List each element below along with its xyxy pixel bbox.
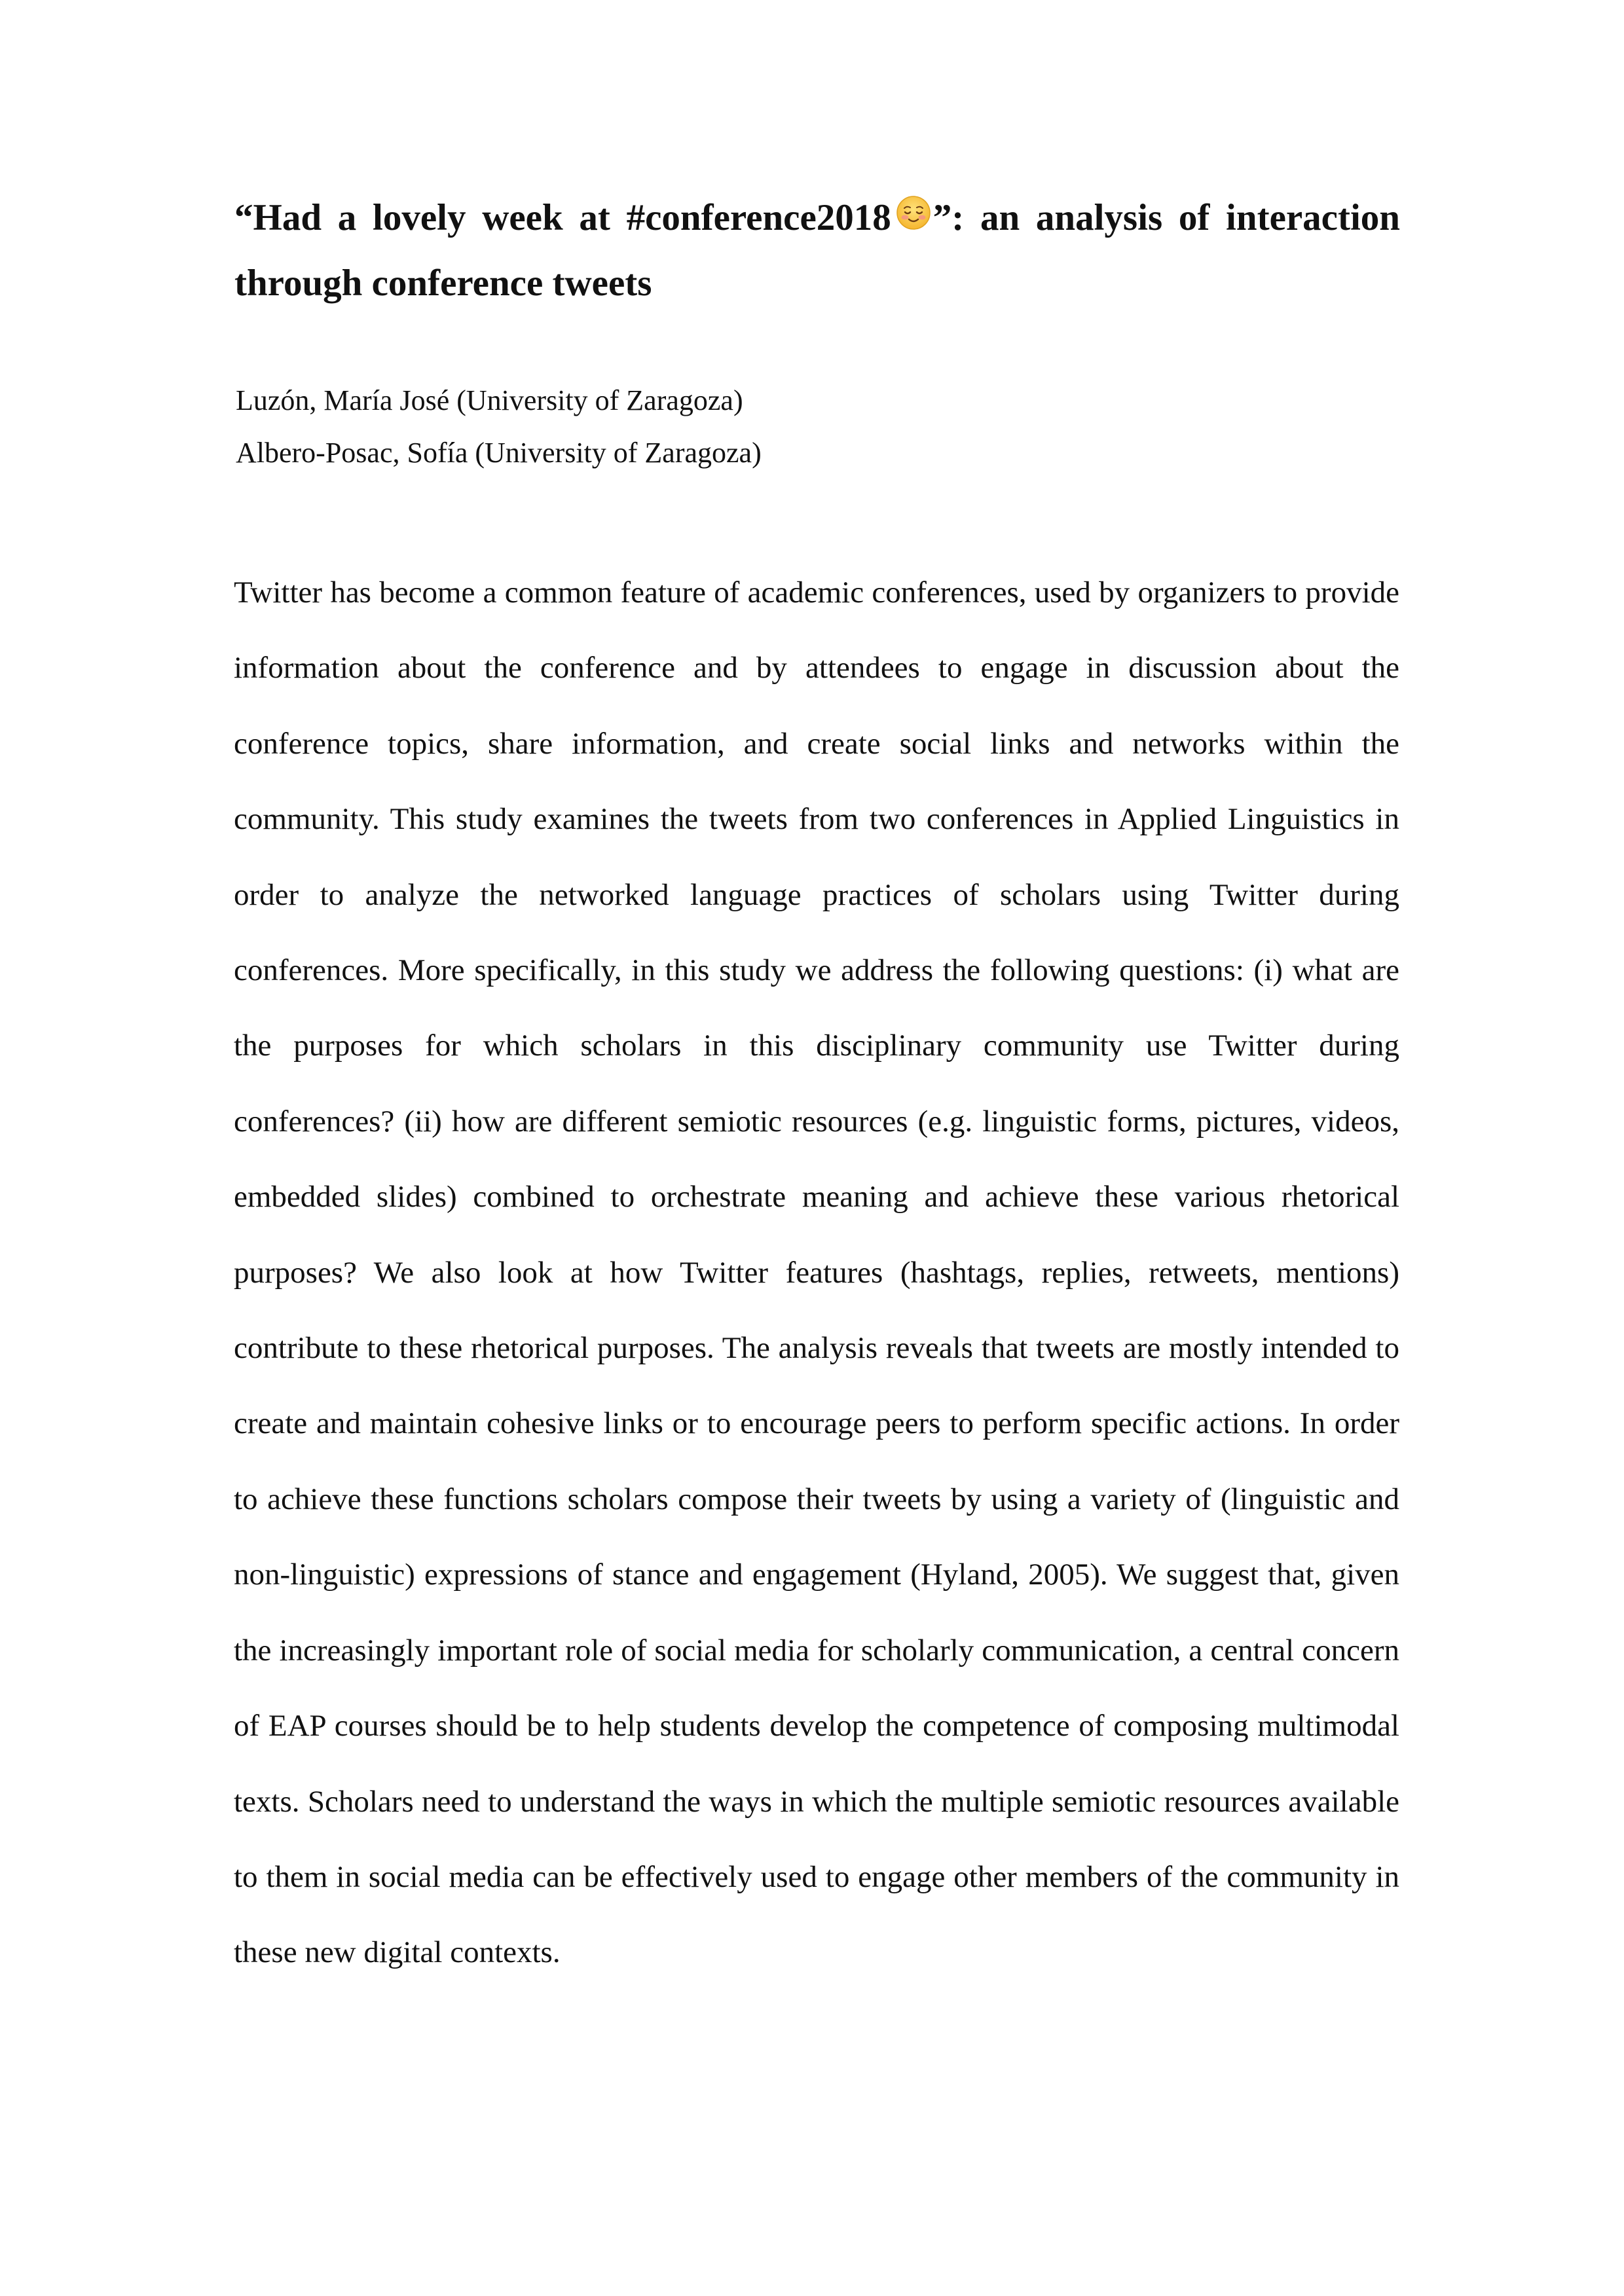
title-line-1 bbox=[234, 185, 1400, 251]
title-text-part1: “Had a lovely week at #conference2018 bbox=[234, 197, 891, 238]
author-list bbox=[236, 374, 1349, 479]
abstract-paragraph: Twitter has become a common feature of academic conferences, used by organizers to provide information about the conference and by attendees to engage in discussion about the conference topics, share information, and create social links and networks within the community. This study examines the tweets from two conferences in Applied Linguistics in order to analyze the networked language practices of scholars using Twitter during conferences. More specifically, in this study we address the following questions: (i) what are the purposes for which scholars in this disciplinary community use Twitter during conferences? (ii) how are different semiotic resources (e.g. linguistic forms, pictures, videos, embedded slides) combined to orchestrate meaning and achieve these various rhetorical purposes? We also look at how Twitter features (hashtags, replies, retweets, mentions) contribute to these rhetorical purposes. The analysis reveals that tweets are mostly intended to create and maintain cohesive links or to encourage peers to perform specific actions. In order to achieve these functions scholars compose their tweets by using a variety of (linguistic and non-linguistic) expressions of stance and engagement (Hyland, 2005). We suggest that, given the increasingly important role of social media for scholarly communication, a central concern of EAP courses should be to help students develop the competence of composing multimodal texts. Scholars need to understand the ways in which the multiple semiotic resources available to them in social media can be effectively used to engage other members of the community in these new digital contexts. bbox=[234, 575, 1399, 1970]
title-line-2: through conference tweets bbox=[234, 263, 652, 304]
title-text-part2: ”: an analysis of interaction bbox=[932, 197, 1400, 238]
author-affiliation: Luzón, María José (University of Zaragoza) bbox=[236, 384, 743, 416]
smiling-face-emoji-icon bbox=[895, 194, 932, 231]
author-affiliation: Albero-Posac, Sofía (University of Zaragoza) bbox=[236, 437, 762, 469]
paper-title bbox=[234, 185, 1400, 316]
